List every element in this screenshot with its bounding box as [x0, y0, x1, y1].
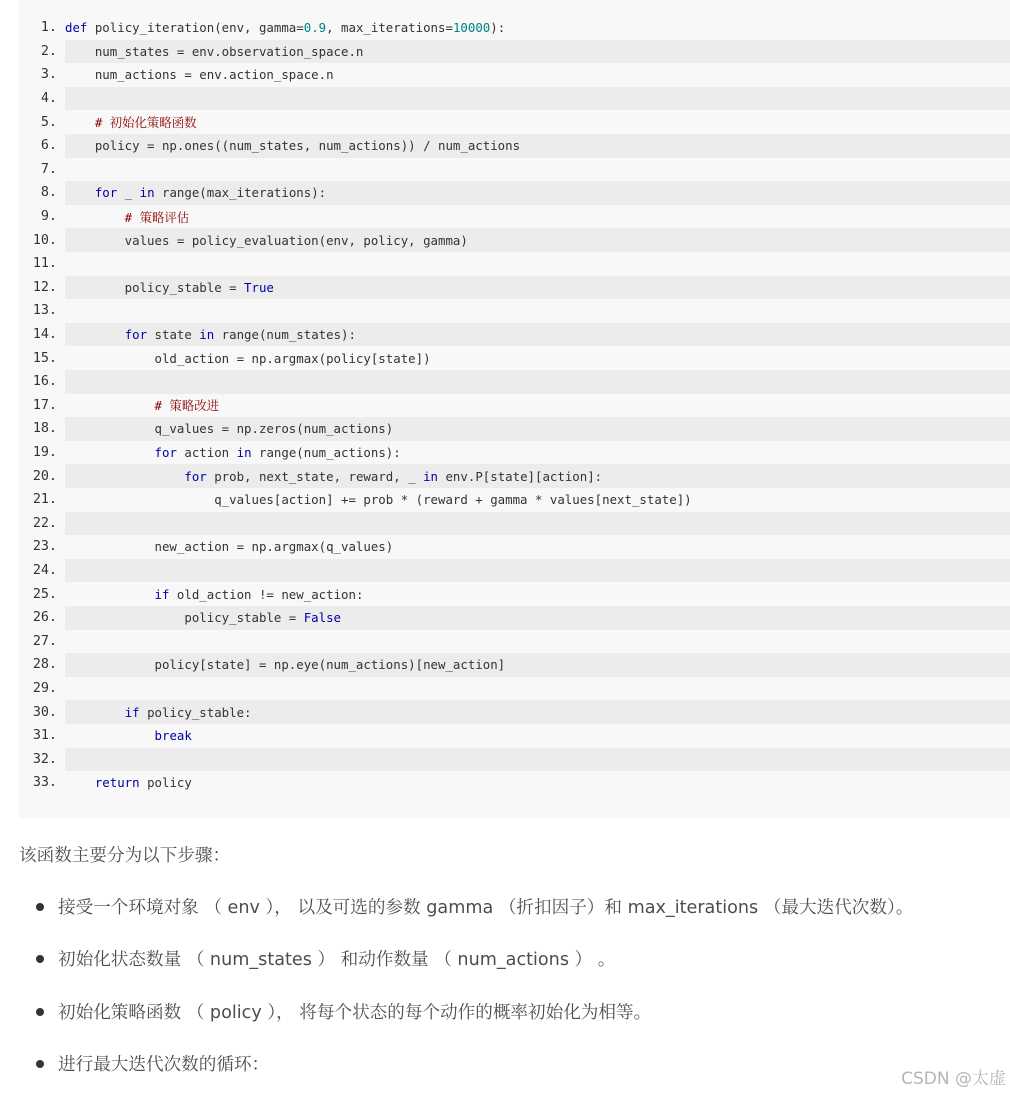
code-token: in	[139, 185, 155, 201]
code-text	[65, 233, 468, 248]
code-token: num_states = env.observation_space.n	[65, 43, 364, 59]
code-line	[19, 16, 1010, 40]
code-text	[65, 775, 192, 790]
line-number: 21.	[32, 492, 57, 508]
line-number: 7.	[40, 161, 57, 177]
code-line	[19, 323, 1010, 347]
code-line-body	[65, 441, 1010, 465]
line-number: 2.	[40, 43, 57, 59]
code-line-body	[65, 181, 1010, 205]
line-number: 25.	[32, 586, 57, 602]
code-line-body	[65, 276, 1010, 300]
code-token: policy_stable =	[65, 279, 245, 295]
code-line-body	[65, 771, 1010, 795]
code-line-body	[65, 16, 1010, 40]
code-line	[19, 394, 1010, 418]
code-token	[65, 587, 155, 602]
line-number: 30.	[32, 704, 57, 720]
code-token: for	[124, 327, 148, 343]
code-token: num_actions = env.action_space.n	[65, 67, 334, 83]
line-number: 11.	[32, 256, 57, 272]
code-token: q_values = np.zeros(num_actions)	[65, 421, 394, 437]
code-line-body	[65, 228, 1010, 252]
bullet-dot-icon	[36, 903, 44, 911]
line-number: 29.	[32, 681, 57, 697]
code-line	[19, 559, 1010, 583]
code-line	[19, 464, 1010, 488]
code-token	[65, 445, 155, 460]
code-token: False	[303, 610, 342, 626]
code-line-body	[65, 700, 1010, 724]
code-text	[65, 421, 393, 436]
code-text	[65, 396, 219, 414]
code-text	[65, 185, 326, 200]
code-token: # 初始化策略函数	[65, 115, 197, 131]
line-number: 10.	[32, 232, 57, 248]
code-line	[19, 252, 1010, 276]
code-line	[19, 771, 1010, 795]
code-token: old_action != new_action:	[169, 586, 364, 602]
code-line-body	[65, 110, 1010, 134]
code-line-body	[65, 559, 1010, 583]
code-token: policy_stable =	[65, 610, 304, 626]
line-number: 17.	[32, 397, 57, 413]
line-number: 13.	[32, 303, 57, 319]
code-text	[65, 113, 197, 131]
code-line	[19, 134, 1010, 158]
code-line-body	[65, 488, 1010, 512]
code-line	[19, 228, 1010, 252]
code-token: # 策略评估	[65, 209, 190, 225]
code-line	[19, 417, 1010, 441]
code-line-body	[65, 512, 1010, 536]
code-line-body	[65, 582, 1010, 606]
code-text	[65, 657, 505, 672]
code-token: , max_iterations=	[326, 20, 453, 36]
code-line	[19, 87, 1010, 111]
code-line	[19, 276, 1010, 300]
code-token: # 策略改进	[65, 398, 219, 414]
code-line	[19, 181, 1010, 205]
code-line-body	[65, 40, 1010, 64]
code-line-body	[65, 630, 1010, 654]
code-line-body	[65, 134, 1010, 158]
line-number: 31.	[32, 728, 57, 744]
code-text	[65, 44, 363, 59]
code-line	[19, 653, 1010, 677]
code-token: old_action = np.argmax(policy[state])	[65, 350, 431, 366]
code-line	[19, 512, 1010, 536]
line-number: 4.	[40, 91, 57, 107]
line-number: 15.	[32, 350, 57, 366]
watermark: CSDN @太虚	[901, 1069, 1006, 1089]
code-line	[19, 724, 1010, 748]
code-line	[19, 346, 1010, 370]
line-number: 1.	[40, 20, 57, 36]
line-number: 19.	[32, 445, 57, 461]
list-item-text: 初始化状态数量 （ num_states ） 和动作数量 （ num_actions ） 。	[58, 950, 616, 970]
code-line-body	[65, 205, 1010, 229]
line-number: 8.	[40, 185, 57, 201]
code-token: q_values[action] += prob * (reward + gamma * values[next_state])	[65, 492, 692, 508]
code-line	[19, 606, 1010, 630]
code-line	[19, 40, 1010, 64]
code-text	[65, 587, 363, 602]
code-token: for	[154, 445, 177, 461]
code-token	[65, 705, 125, 720]
code-line	[19, 158, 1010, 182]
code-line-body	[65, 87, 1010, 111]
code-token: def	[65, 20, 88, 36]
code-line-body	[65, 748, 1010, 772]
line-number: 27.	[32, 633, 57, 649]
list-item	[36, 1051, 269, 1076]
code-token: policy_stable:	[139, 704, 252, 720]
line-number: 9.	[40, 209, 57, 225]
code-line-body	[65, 464, 1010, 488]
code-text	[65, 445, 401, 460]
code-token	[65, 327, 125, 342]
code-line	[19, 110, 1010, 134]
code-text	[65, 610, 341, 625]
code-text	[65, 327, 356, 342]
code-token: ):	[490, 20, 506, 36]
code-block	[19, 0, 1010, 818]
code-token: in	[236, 445, 252, 461]
code-line-body	[65, 299, 1010, 323]
line-number: 24.	[32, 563, 57, 579]
bullet-dot-icon	[36, 1060, 44, 1068]
code-line-body	[65, 653, 1010, 677]
code-text	[65, 539, 393, 554]
code-token: 10000	[452, 20, 491, 36]
code-token: state	[147, 327, 200, 343]
list-item	[36, 999, 651, 1024]
code-line	[19, 677, 1010, 701]
code-token: policy	[139, 775, 192, 791]
code-token: new_action = np.argmax(q_values)	[65, 539, 394, 555]
line-number: 20.	[32, 468, 57, 484]
code-text	[65, 280, 274, 295]
code-token: action	[176, 445, 237, 461]
bullet-dot-icon	[36, 1008, 44, 1016]
code-line	[19, 299, 1010, 323]
code-line-body	[65, 252, 1010, 276]
line-number: 3.	[40, 67, 57, 83]
list-item	[36, 946, 615, 971]
code-line-body	[65, 158, 1010, 182]
code-text	[65, 469, 602, 484]
code-line	[19, 441, 1010, 465]
code-token: range(num_actions):	[251, 445, 401, 461]
list-item-text: 接受一个环境对象 （ env ）， 以及可选的参数 gamma （折扣因子）和 max_iterations （最大迭代次数）。	[58, 898, 914, 918]
line-number: 33.	[32, 775, 57, 791]
code-text	[65, 492, 692, 507]
code-text	[65, 728, 192, 743]
code-token: policy = np.ones((num_states, num_actions)) / num_actions	[65, 138, 521, 154]
code-line-body	[65, 417, 1010, 441]
code-token: for	[184, 468, 207, 484]
code-token: 0.9	[303, 20, 327, 36]
code-token	[65, 728, 155, 743]
bullet-dot-icon	[36, 955, 44, 963]
code-text	[65, 138, 520, 153]
code-token	[65, 469, 184, 484]
code-line-body	[65, 606, 1010, 630]
code-token	[65, 775, 95, 790]
code-line-body	[65, 370, 1010, 394]
code-token: range(num_states):	[214, 327, 356, 343]
code-line-body	[65, 394, 1010, 418]
line-number: 28.	[32, 657, 57, 673]
code-token: break	[154, 728, 192, 744]
list-item-text: 初始化策略函数 （ policy ）， 将每个状态的每个动作的概率初始化为相等。	[58, 1003, 652, 1023]
code-token: _	[117, 185, 140, 201]
code-token: range(max_iterations):	[154, 185, 327, 201]
code-token: if	[124, 704, 140, 720]
line-number: 22.	[32, 515, 57, 531]
code-line	[19, 370, 1010, 394]
line-number: 18.	[32, 421, 57, 437]
code-line	[19, 748, 1010, 772]
code-token: in	[199, 327, 215, 343]
list-item	[36, 894, 913, 919]
code-token: if	[154, 586, 170, 602]
line-number: 6.	[40, 138, 57, 154]
intro-paragraph: 该函数主要分为以下步骤：	[19, 846, 231, 866]
code-line-body	[65, 63, 1010, 87]
code-token: env.P[state][action]:	[438, 468, 603, 484]
code-line-body	[65, 677, 1010, 701]
line-number: 26.	[32, 610, 57, 626]
code-token: values = policy_evaluation(env, policy, gamma)	[65, 232, 468, 248]
code-token	[65, 185, 95, 200]
line-number: 12.	[32, 279, 57, 295]
code-token: True	[244, 279, 274, 295]
code-text	[65, 20, 505, 35]
code-text	[65, 351, 431, 366]
code-text	[65, 705, 252, 720]
code-token: in	[423, 468, 439, 484]
code-token: policy[state] = np.eye(num_actions)[new_action]	[65, 657, 506, 673]
code-token: return	[94, 775, 140, 791]
line-number: 5.	[40, 114, 57, 130]
code-line	[19, 535, 1010, 559]
list-item-text: 进行最大迭代次数的循环：	[58, 1055, 270, 1075]
code-line	[19, 488, 1010, 512]
line-number: 14.	[32, 327, 57, 343]
code-line	[19, 205, 1010, 229]
line-number: 32.	[32, 751, 57, 767]
code-line	[19, 630, 1010, 654]
code-line	[19, 63, 1010, 87]
code-text	[65, 67, 334, 82]
code-line	[19, 700, 1010, 724]
code-line-body	[65, 724, 1010, 748]
code-line-body	[65, 346, 1010, 370]
code-line-body	[65, 323, 1010, 347]
line-number: 23.	[32, 539, 57, 555]
code-token: prob, next_state, reward, _	[206, 468, 424, 484]
line-number: 16.	[32, 374, 57, 390]
code-text	[65, 208, 189, 226]
code-token: policy_iteration(env, gamma=	[87, 20, 304, 36]
code-line	[19, 582, 1010, 606]
code-line-body	[65, 535, 1010, 559]
code-token: for	[94, 185, 118, 201]
